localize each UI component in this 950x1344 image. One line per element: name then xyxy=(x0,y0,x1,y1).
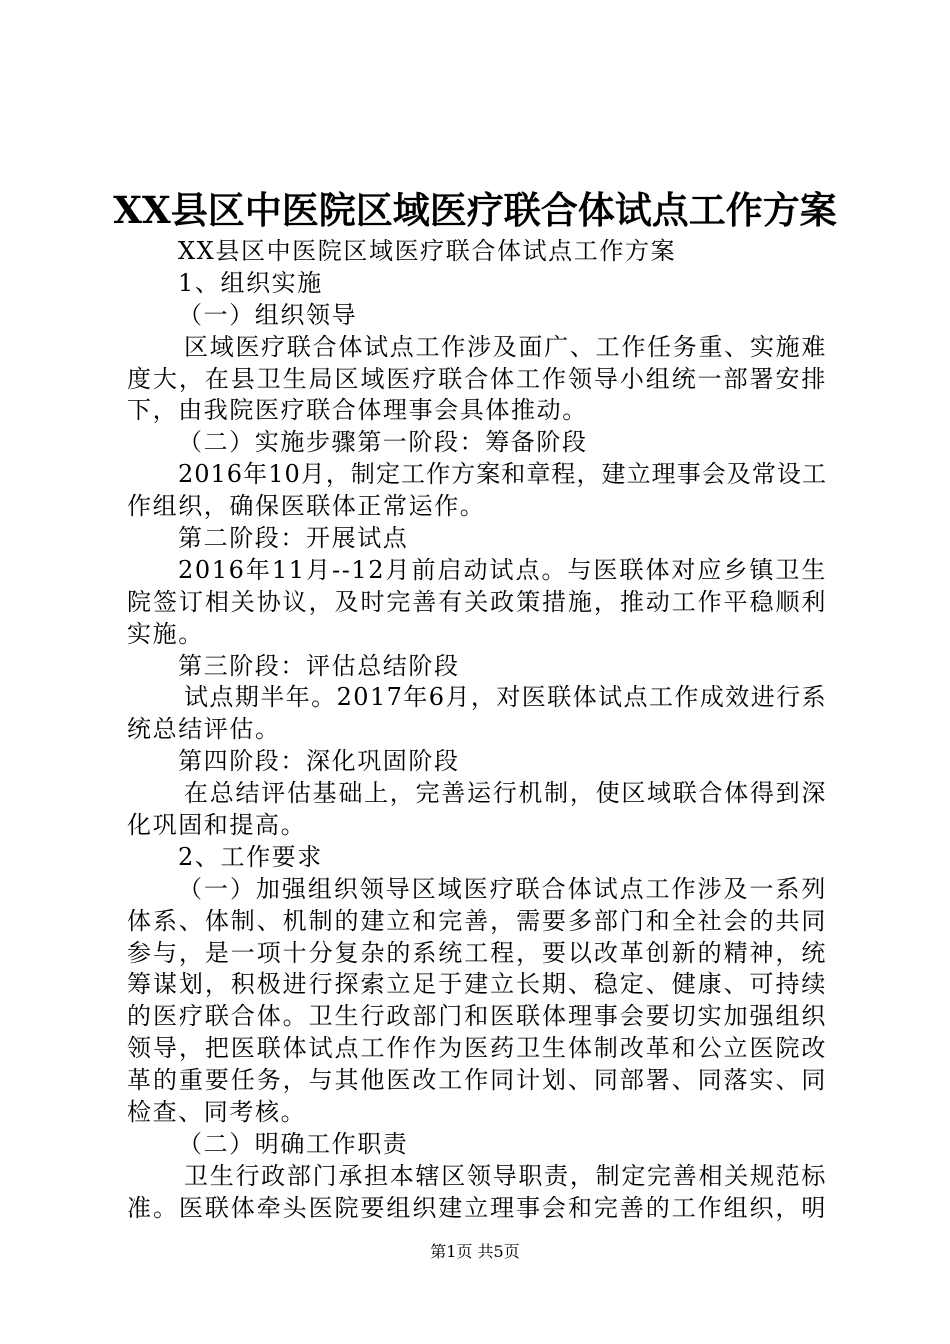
document-body xyxy=(127,236,827,1225)
body-line: 检查、同考核。 xyxy=(127,1098,307,1127)
body-line: 领导，把医联体试点工作作为医药卫生体制改革和公立医院改 xyxy=(127,1034,827,1063)
body-line: 第三阶段：评估总结阶段 xyxy=(178,651,460,680)
document-title: XX县区中医院区域医疗联合体试点工作方案 xyxy=(113,188,837,232)
body-line: 统总结评估。 xyxy=(127,715,281,744)
body-line: 卫生行政部门承担本辖区领导职责，制定完善相关规范标 xyxy=(184,1161,827,1190)
body-line: （二）实施步骤第一阶段：筹备阶段 xyxy=(178,428,588,457)
body-line: 在总结评估基础上，完善运行机制，使区域联合体得到深 xyxy=(184,779,827,808)
body-line: （一）组织领导 xyxy=(178,300,358,329)
body-line: XX县区中医院区域医疗联合体试点工作方案 xyxy=(178,237,677,265)
page-number-footer: 第1页 共5页 xyxy=(430,1242,520,1261)
body-line: 革的重要任务，与其他医改工作同计划、同部署、同落实、同 xyxy=(127,1066,827,1095)
body-line: 的医疗联合体。卫生行政部门和医联体理事会要切实加强组织 xyxy=(127,1002,827,1031)
body-line: 体系、体制、机制的建立和完善，需要多部门和全社会的共同 xyxy=(127,906,827,935)
body-line: 筹谋划，积极进行探索立足于建立长期、稳定、健康、可持续 xyxy=(127,970,827,999)
body-line: 化巩固和提高。 xyxy=(127,811,307,840)
body-line: 作组织，确保医联体正常运作。 xyxy=(127,492,486,521)
body-line: 院签订相关协议，及时完善有关政策措施，推动工作平稳顺利 xyxy=(127,587,827,616)
body-line: 参与，是一项十分复杂的系统工程，要以改革创新的精神，统 xyxy=(127,938,827,967)
body-line: 准。医联体牵头医院要组织建立理事会和完善的工作组织，明 xyxy=(127,1193,827,1222)
body-line: 2、工作要求 xyxy=(178,842,323,871)
body-line: 2016年11月--12月前启动试点。与医联体对应乡镇卫生 xyxy=(178,555,827,584)
body-line: 区域医疗联合体试点工作涉及面广、工作任务重、实施难 xyxy=(184,332,827,361)
body-line: （二）明确工作职责 xyxy=(178,1129,409,1158)
body-line: 2016年10月，制定工作方案和章程，建立理事会及常设工 xyxy=(178,460,827,489)
body-line: 度大，在县卫生局区域医疗联合体工作领导小组统一部署安排 xyxy=(127,364,827,393)
body-line: 试点期半年。2017年6月，对医联体试点工作成效进行系 xyxy=(184,683,827,712)
body-line: 下，由我院医疗联合体理事会具体推动。 xyxy=(127,396,588,425)
body-line: （一）加强组织领导区域医疗联合体试点工作涉及一系列 xyxy=(178,874,827,903)
body-line: 实施。 xyxy=(127,619,204,648)
body-line: 第二阶段：开展试点 xyxy=(178,524,409,553)
body-line: 1、组织实施 xyxy=(178,268,323,297)
body-line: 第四阶段：深化巩固阶段 xyxy=(178,747,460,776)
